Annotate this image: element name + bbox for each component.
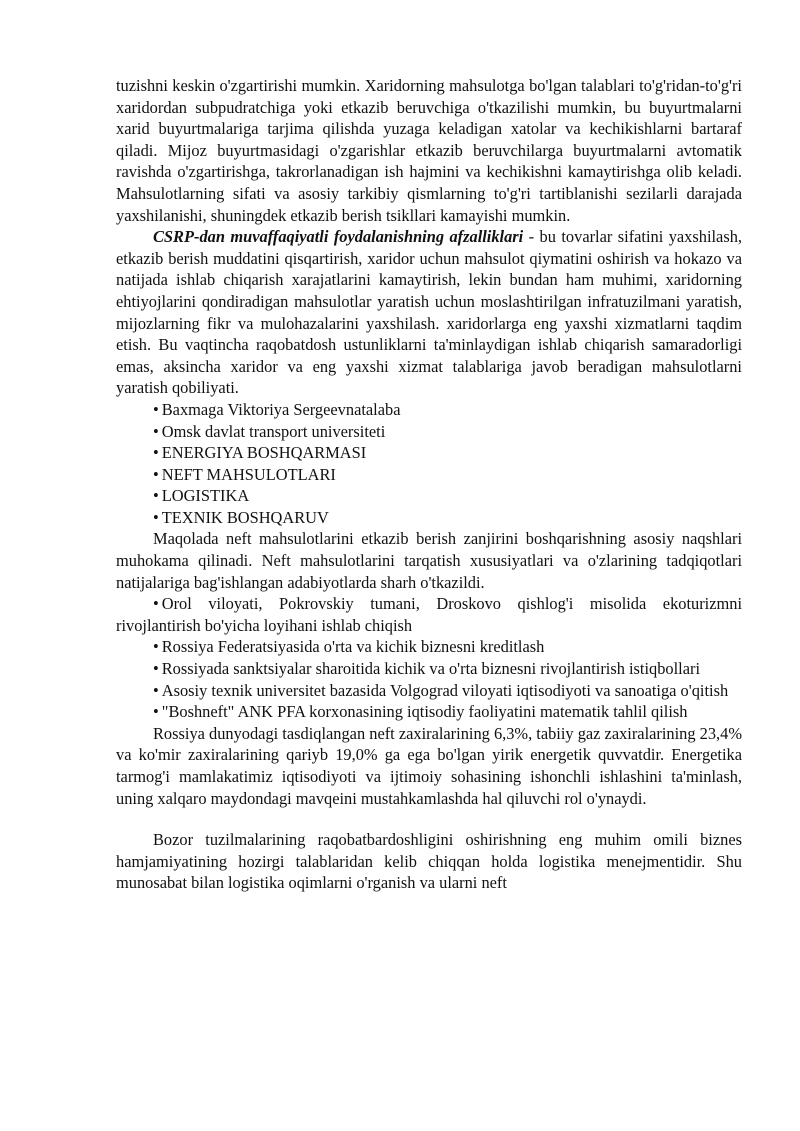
list-item: • "Boshneft" ANK PFA korxonasining iqtisodiy faoliyatini matematik tahlil qilish (153, 702, 688, 722)
paragraph-spacer (116, 809, 742, 829)
bullet-icon: • (153, 702, 159, 722)
bullet-icon: • (153, 486, 159, 506)
paragraph-4: Rossiya dunyodagi tasdiqlangan neft zaxiralarining 6,3%, tabiiy gaz zaxiralarining 23,4% va ko'mir zaxiralarining qariyb 19,0% ga ega bo'lgan yirik energetik quvvatdir. Energetika tarmog'i mamlakatimiz iqtisodiyoti va ijtimoiy sohasining ishonchli ishlashini ta'minlash, uning xalqaro maydondagi mavqeini mustahkamlashda hal qiluvchi rol o'ynaydi. (116, 723, 742, 808)
paragraph-1: tuzishni keskin o'zgartirishi mumkin. Xaridorning mahsulotga bo'lgan talablari to'g'ridan-to'g'ri xaridordan subpudratchiga yoki etkazib beruvchiga o'tkazilishi mumkin, bu buyurtmalarni xarid buyurtmalariga tarjima qilishda yuzaga keladigan xatolar va kechikishlarni bartaraf qiladi. Mijoz buyurtmasidagi o'zgarishlar etkazib beruvchilarga buyurtmalarni avtomatik ravishda o'zgartirishga, takrorlanadigan ish hajmini va kechikishni kamaytirishga olib keladi. Mahsulotlarning sifati va asosiy tarkibiy qismlarning to'g'ri tartiblanishi sezilarli darajada yaxshilanishi, shuningdek etkazib berish tsikllari kamayishi mumkin. (116, 76, 742, 225)
list-item: • LOGISTIKA (153, 486, 250, 506)
paragraph-3: Maqolada neft mahsulotlarini etkazib berish zanjirini boshqarishning asosiy naqshlari muhokama qilinadi. Neft mahsulotlarini tarqatish xususiyatlari va o'zlarining tadqiqotlari natijalariga bag'ishlangan adabiyotlarda sharh o'tkazildi. (116, 529, 742, 592)
bullet-icon: • (153, 680, 159, 700)
paragraph-2 (116, 226, 742, 399)
paragraph-2-text: - bu tovarlar sifatini yaxshilash, etkazib berish muddatini qisqartirish, xaridor uchun mahsulot qiymatini oshirish va hokazo va natijada ishlab chiqarish xarajatlarini kamaytirish, lekin bundan ham muhimi, xaridorning ehtiyojlarini qondiradigan mahsulotlar yaratish uchun moslashtirilgan infratuzilmani yaratish, mijozlarning fikr va mulohazalarini yaxshilash. xaridorlarga eng yaxshi xizmatlarni taqdim etish. Bu vaqtincha raqobatdosh ustunliklarni ta'minlaydigan ishlab chiqarish samaradorligi emas, aksincha xaridor va eng yaxshi xizmat talablariga javob beradigan mahsulotlarni yaratish qobiliyati. (116, 227, 742, 398)
document-page (116, 75, 742, 894)
list-item: • Baxmaga Viktoriya Sergeevnatalaba (153, 399, 401, 419)
bullet-icon: • (153, 464, 159, 484)
bullet-icon: • (153, 443, 159, 463)
bullet-icon: • (153, 637, 159, 657)
bullet-list-2 (116, 593, 742, 723)
paragraph-5: Bozor tuzilmalarining raqobatbardoshligini oshirishning eng muhim omili biznes hamjamiyatining hozirgi talablaridan kelib chiqqan holda logistika menejmentidir. Shu munosabat bilan logistika oqimlarni o'rganish va ularni neft (116, 830, 742, 893)
bullet-list-1 (116, 399, 742, 529)
list-item: • Omsk davlat transport universiteti (153, 421, 386, 441)
list-item: • Rossiyada sanktsiyalar sharoitida kichik va o'rta biznesni rivojlantirish istiqbollari (153, 659, 701, 679)
list-item: • Rossiya Federatsiyasida o'rta va kichik biznesni kreditlash (153, 637, 545, 657)
list-item: • TEXNIK BOSHQARUV (153, 507, 329, 527)
list-item: • Orol viloyati, Pokrovskiy tumani, Droskovo qishlog'i misolida ekoturizmni rivojlantirish bo'yicha loyihani ishlab chiqish (116, 594, 742, 635)
list-item: • ENERGIYA BOSHQARMASI (153, 443, 367, 463)
bullet-icon: • (153, 507, 159, 527)
paragraph-2-lead: CSRP-dan muvaffaqiyatli foydalanishning afzalliklari (153, 227, 524, 247)
list-item: • NEFT MAHSULOTLARI (153, 464, 336, 484)
bullet-icon: • (153, 594, 159, 614)
bullet-icon: • (153, 421, 159, 441)
bullet-icon: • (153, 659, 159, 679)
list-item: • Asosiy texnik universitet bazasida Volgograd viloyati iqtisodiyoti va sanoatiga o'qitish (153, 680, 729, 700)
bullet-icon: • (153, 399, 159, 419)
